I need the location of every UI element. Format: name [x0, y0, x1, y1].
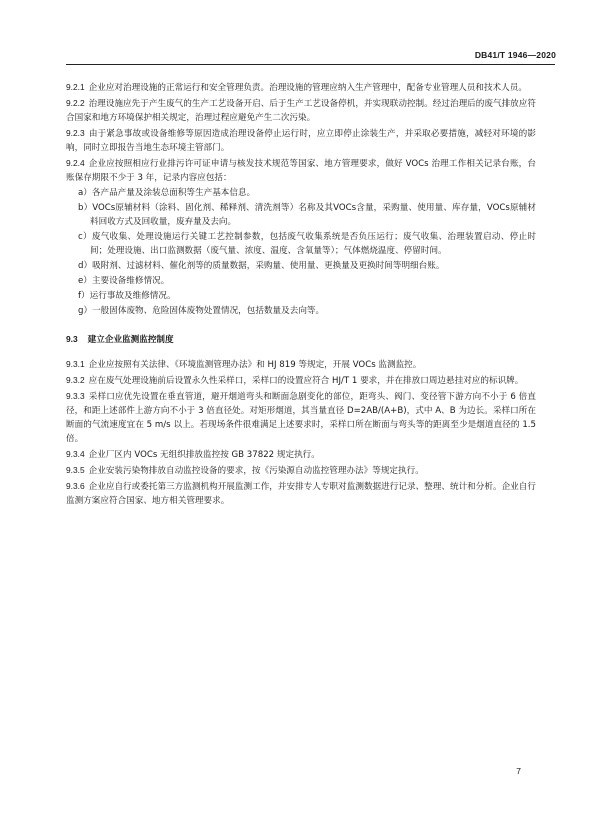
list-item-text: 一般固体废物、危险固体废物处置情况，包括数量及去向等。 — [92, 306, 325, 316]
list-item-text: 运行事故及维修情况。 — [89, 291, 176, 301]
clause-text: 企业应对治理设施的正常运行和安全管理负责。治理设施的管理应纳入生产管理中，配备专业管理人员和技术人员。 — [88, 83, 527, 93]
clause-number: 9.3.4 — [66, 449, 85, 459]
clause-number: 9.3.5 — [66, 465, 85, 475]
list-item-label: g） — [78, 306, 93, 316]
list-item — [66, 230, 536, 258]
clause-9-3-3 — [66, 389, 536, 446]
page-number: 7 — [516, 766, 521, 776]
clause-9-2-4 — [66, 156, 536, 185]
list-item — [66, 274, 536, 288]
clause-text: 企业应按照相应行业排污许可证申请与核发技术规范等国家、地方管理要求，做好 VOCs 治理工作相关记录台账，台账保存期限不少于 3 年，记录内容应包括： — [66, 159, 536, 183]
clause-number: 9.2.3 — [66, 128, 85, 138]
list-item-label: b） — [78, 203, 93, 213]
clause-number: 9.2.1 — [66, 82, 85, 92]
clause-text: 由于紧急事故或设备维修等原因造成治理设备停止运行时，应立即停止涂装生产，并采取必要措施，减轻对环境的影响，同时立即报告当地生态环境主管部门。 — [66, 129, 536, 153]
clause-number: 9.3.3 — [66, 391, 85, 401]
clause-9-3-6 — [66, 479, 536, 508]
clause-text: 采样口应优先设置在垂直管道，避开烟道弯头和断面急剧变化的部位，距弯头、阀门、变径管下游方向不小于 6 倍直径，和距上述部件上游方向不小于 3 倍直径处。对矩形烟道，其当量直径 D=2AB/(A+B)，式中 A、B 为边长。采样口所在断面的气流速度宜在 5 m/s 以上。若现场条件很难满足上述要求时，采样口所在断面与弯头等的距离至少是烟道直径的 1.5 倍。 — [66, 392, 536, 444]
document-code: DB41/T 1946—2020 — [474, 50, 556, 60]
list-item-text: 吸附剂、过滤材料、催化剂等的质量数据，采购量、使用量、更换量及更换时间等明细台账。 — [92, 261, 445, 271]
list-item — [66, 201, 536, 229]
list-item-label: f） — [78, 291, 90, 301]
clause-number: 9.3.6 — [66, 481, 85, 491]
clause-9-3-1 — [66, 357, 536, 372]
clause-9-3-5 — [66, 463, 536, 478]
clause-number: 9.2.4 — [66, 158, 85, 168]
list-item-text: 主要设备维修情况。 — [91, 276, 170, 286]
clause-number: 9.3.2 — [66, 375, 85, 385]
clause-text: 企业厂区内 VOCs 无组织排放监控按 GB 37822 规定执行。 — [88, 450, 320, 460]
list-item — [66, 186, 536, 200]
clause-text: 企业安装污染物排放自动监控设备的要求，按《污染源自动监控管理办法》等规定执行。 — [88, 466, 424, 476]
clause-text: 治理设施应先于产生废气的生产工艺设备开启、后于生产工艺设备停机，并实现联动控制。经过治理后的废气排放应符合国家和地方环境保护相关规定，治理过程应避免产生二次污染。 — [66, 99, 536, 123]
section-title: 建立企业监测监控制度 — [87, 335, 174, 345]
list-item-label: a） — [78, 188, 92, 198]
list-item-label: d） — [78, 261, 93, 271]
clause-9-2-3 — [66, 126, 536, 155]
header-rule — [66, 64, 555, 65]
section-heading-9-3 — [66, 332, 536, 347]
document-body — [66, 80, 536, 509]
clause-text: 企业应自行或委托第三方监测机构开展监测工作，并安排专人专职对监测数据进行记录、整理、统计和分析。企业自行监测方案应符合国家、地方相关管理要求。 — [66, 482, 536, 506]
list-item-label: c） — [78, 232, 92, 242]
clause-text: 企业应按照有关法律、《环境监测管理办法》和 HJ 819 等规定，开展 VOCs 监测监控。 — [88, 360, 422, 370]
list-item — [66, 304, 536, 318]
list-item-text: 各产品产量及涂装总面积等生产基本信息。 — [91, 188, 256, 198]
list-item — [66, 289, 536, 303]
clause-text: 应在废气处理设施前后设置永久性采样口，采样口的设置应符合 HJ/T 1 要求，并在排放口周边悬挂对应的标识牌。 — [88, 376, 524, 386]
clause-number: 9.3.1 — [66, 359, 85, 369]
clause-9-2-1 — [66, 80, 536, 95]
clause-9-2-2 — [66, 96, 536, 125]
clause-9-3-4 — [66, 447, 536, 462]
list-item-label: e） — [78, 276, 92, 286]
list-item — [66, 259, 536, 273]
section-number: 9.3 — [66, 334, 78, 344]
list-item-text: VOCs原辅材料（涂料、固化剂、稀释剂、清洗剂等）名称及其VOCs含量，采购量、使用量、库存量，VOCs原辅材料回收方式及回收量，废弃量及去向。 — [90, 203, 536, 227]
clause-number: 9.2.2 — [66, 98, 85, 108]
list-item-text: 废气收集、处理设施运行关键工艺控制参数，包括废气收集系统是否负压运行；废气收集、治理装置启动、停止时间；处理设施、出口监测数据（废气量、浓度、温度、含氧量等）；气体燃烧温度、停留时间。 — [90, 232, 536, 256]
clause-9-3-2 — [66, 373, 536, 388]
